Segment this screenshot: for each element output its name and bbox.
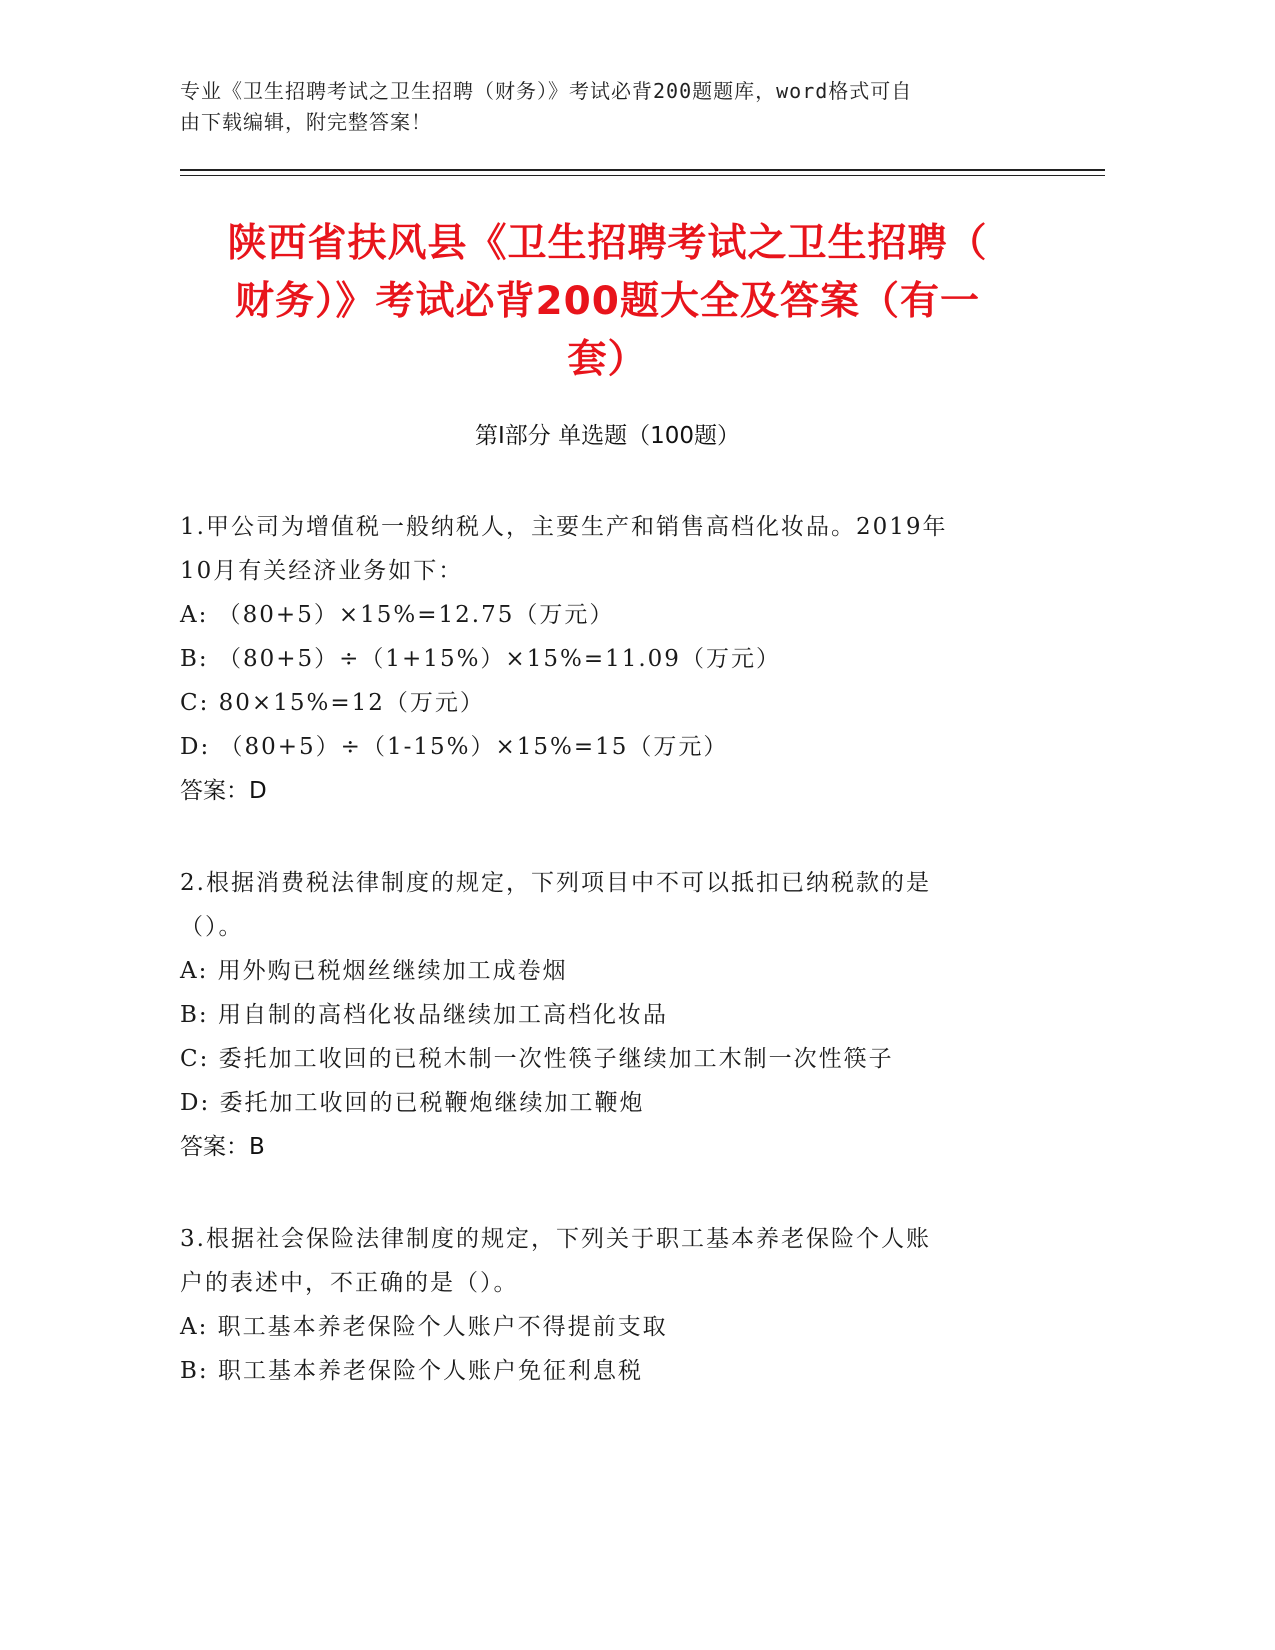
stem-line: 3.根据社会保险法律制度的规定，下列关于职工基本养老保险个人账: [180, 1226, 931, 1252]
question-stem: [180, 505, 1030, 593]
question-list: [180, 505, 1030, 1441]
intro-line-2: 由下载编辑，附完整答案！: [180, 110, 432, 134]
option-b: B: 职工基本养老保险个人账户免征利息税: [180, 1358, 643, 1384]
intro-line-1: 专业《卫生招聘考试之卫生招聘（财务）》考试必背200题题库，word格式可自: [180, 79, 913, 103]
answer: 答案：D: [180, 778, 267, 804]
stem-line: 2.根据消费税法律制度的规定，下列项目中不可以抵扣已纳税款的是: [180, 870, 931, 896]
option-c: C: 80×15%=12（万元）: [180, 690, 485, 716]
intro-text: [180, 76, 1060, 138]
option-a: A: （80+5）×15%=12.75（万元）: [180, 602, 615, 628]
header-divider-thin: [180, 175, 1105, 176]
title-line-1: 陕西省扶风县《卫生招聘考试之卫生招聘（: [227, 221, 988, 266]
option-b: B: （80+5）÷（1+15%）×15%=11.09（万元）: [180, 646, 781, 672]
answer: 答案：B: [180, 1134, 265, 1160]
option-c: C: 委托加工收回的已税木制一次性筷子继续加工木制一次性筷子: [180, 1046, 894, 1072]
stem-line: 1.甲公司为增值税一般纳税人，主要生产和销售高档化妆品。2019年: [180, 514, 948, 540]
question-2: [180, 861, 1030, 1169]
title-line-2: 财务）》考试必背200题大全及答案（有一: [235, 279, 980, 324]
option-a: A: 职工基本养老保险个人账户不得提前支取: [180, 1314, 668, 1340]
header-divider-thick: [180, 169, 1105, 171]
option-d: D: （80+5）÷（1-15%）×15%=15（万元）: [180, 734, 729, 760]
option-d: D: 委托加工收回的已税鞭炮继续加工鞭炮: [180, 1090, 645, 1116]
section-heading: 第I部分 单选题（100题）: [475, 423, 740, 449]
option-a: A: 用外购已税烟丝继续加工成卷烟: [180, 958, 568, 984]
document-title: [180, 215, 1035, 389]
stem-line: 户的表述中，不正确的是（）。: [180, 1270, 519, 1296]
question-stem: [180, 861, 1030, 949]
title-line-3: 套）: [567, 337, 648, 382]
question-1: [180, 505, 1030, 813]
stem-line: 10月有关经济业务如下：: [180, 558, 464, 584]
option-b: B: 用自制的高档化妆品继续加工高档化妆品: [180, 1002, 668, 1028]
question-3: [180, 1217, 1030, 1393]
question-stem: [180, 1217, 1030, 1305]
stem-line: （）。: [180, 914, 244, 940]
